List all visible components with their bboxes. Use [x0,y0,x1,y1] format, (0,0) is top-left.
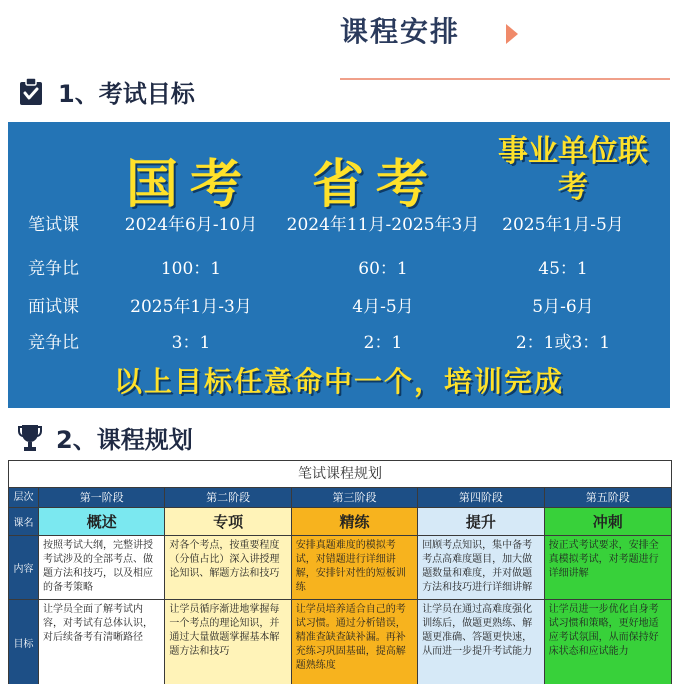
stage-header: 第一阶段 [39,488,165,508]
course-content: 对各个考点，按重要程度（分值占比）深入讲授理论知识、解题方法和技巧 [165,536,291,600]
stage-header: 第二阶段 [165,488,291,508]
row-label-ratio-interview: 竞争比 [28,333,79,353]
row-label-ratio-written: 竞争比 [28,259,79,279]
target-note: 以上目标任意命中一个，培训完成 [113,365,564,398]
course-name: 概述 [39,508,165,536]
row-label-interview: 面试课 [28,297,79,317]
row-label-written: 笔试课 [28,215,79,235]
course-goal: 让学员培养适合自己的考试习惯。通过分析错误，精准查缺查缺补漏。再补充练习巩固基础，提高解题熟练度 [292,600,418,684]
course-name: 提升 [418,508,544,536]
course-content: 按正式考试要求，安排全真模拟考试，对考题进行详细讲解 [545,536,671,600]
title-arrow-icon [506,24,518,44]
clipboard-check-icon [18,77,44,107]
side-label-content: 内容 [9,536,39,600]
section-course-plan [18,420,193,455]
course-goal: 让学员全面了解考试内容，对考试有总体认识，对后续备考有清晰路径 [39,600,165,684]
side-label-course: 课名 [9,508,39,536]
course-plan-table [8,460,672,684]
course-name: 专项 [165,508,291,536]
interview-shengkao: 4月-5月 [352,297,414,317]
stage-header: 第四阶段 [418,488,544,508]
exam-guokao: 国考 [126,154,255,215]
course-goal: 让学员循序渐进地掌握每一个考点的理论知识，并通过大量做题掌握基本解题方法和技巧 [165,600,291,684]
side-label-level: 层次 [9,488,39,508]
course-name: 冲刺 [545,508,671,536]
ratio-written-guokao: 100：1 [160,259,222,279]
trophy-icon [18,423,42,453]
exam-shiye: 事业单位联考 [498,134,648,205]
written-shiye: 2025年1月-5月 [502,215,624,235]
section-2-title: 2、课程规划 [56,426,193,454]
course-content: 安排真题难度的模拟考试，对错题进行详细讲解，安排针对性的短板训练 [292,536,418,600]
exam-shengkao: 省考 [312,154,441,215]
side-label-goal: 目标 [9,600,39,684]
written-shengkao: 2024年11月-2025年3月 [286,215,480,235]
interview-shiye: 5月-6月 [532,297,594,317]
course-goal: 让学员进一步优化自身考试习惯和策略，更好地适应考试氛围，从而保持好床状态和应试能力 [545,600,671,684]
ratio-written-shengkao: 60：1 [358,259,408,279]
section-1-title: 1、考试目标 [58,80,195,108]
course-goal: 让学员在通过高难度强化训练后，做题更熟练、解题更准确、答题更快速，从而进一步提升考试能力 [418,600,544,684]
exam-target-panel [8,122,670,408]
stage-header: 第三阶段 [292,488,418,508]
ratio-written-shiye: 45：1 [538,259,588,279]
interview-guokao: 2025年1月-3月 [130,297,252,317]
written-guokao: 2024年6月-10月 [124,215,258,235]
title-underline [340,78,670,80]
section-exam-goal [18,74,195,109]
page-title: 课程安排 [340,15,461,48]
course-content: 按照考试大纲，完整讲授考试涉及的全部考点、做题方法和技巧，以及相应的备考策略 [39,536,165,600]
course-content: 回顾考点知识，集中备考考点高难度题目，加大做题数量和难度，并对做题方法和技巧进行详细讲解 [418,536,544,600]
course-name: 精练 [292,508,418,536]
plan-title: 笔试课程规划 [9,461,671,488]
ratio-interview-shengkao: 2：1 [363,333,403,353]
ratio-interview-guokao: 3：1 [171,333,211,353]
stage-header: 第五阶段 [545,488,671,508]
ratio-interview-shiye: 2：1或3：1 [515,333,611,353]
